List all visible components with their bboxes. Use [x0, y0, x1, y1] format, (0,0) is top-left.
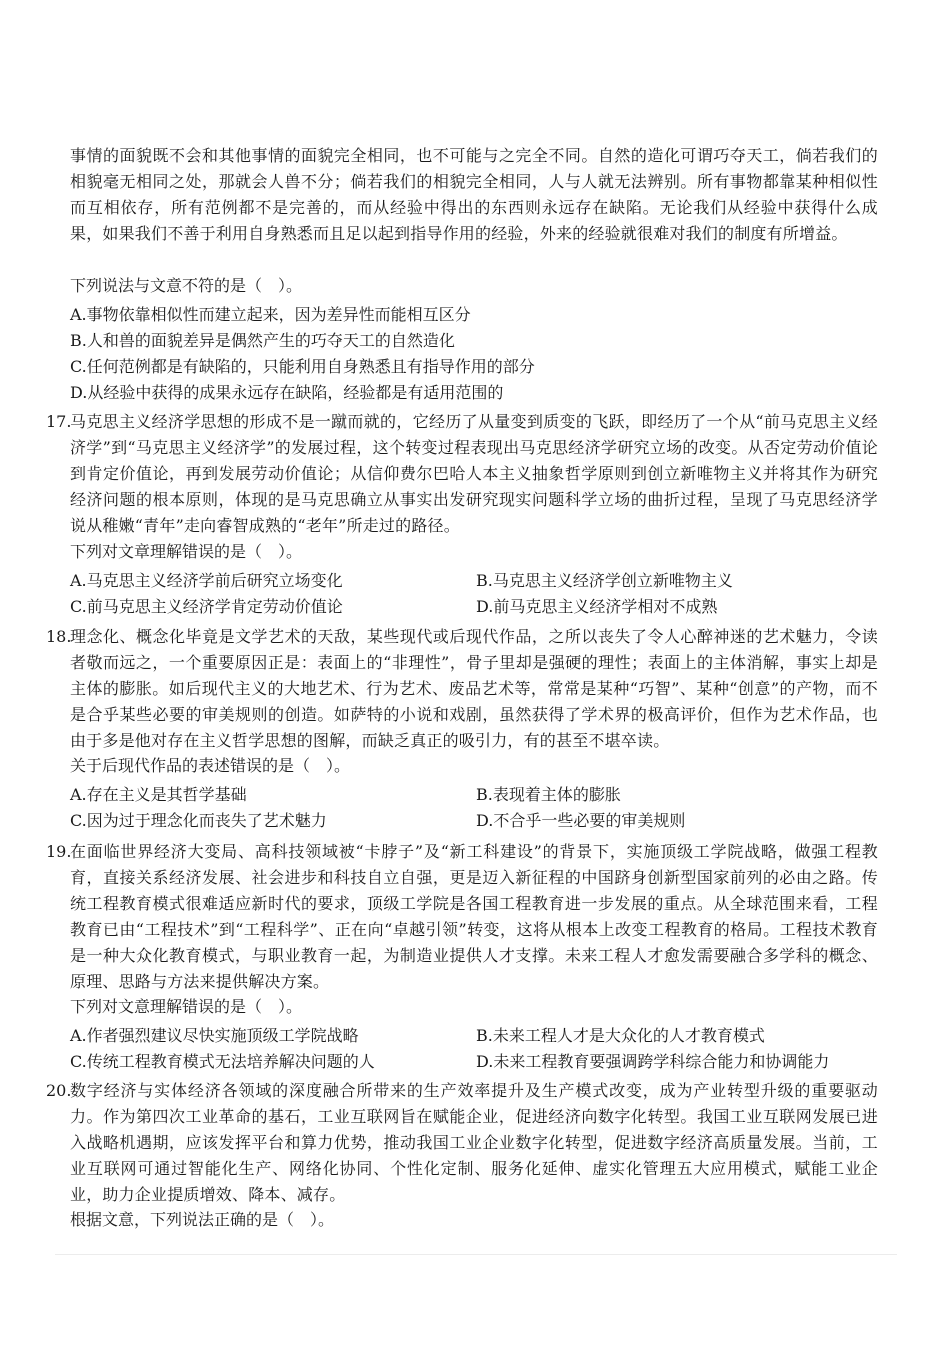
q17-option-b[interactable]: B.马克思主义经济学创立新唯物主义	[476, 571, 733, 590]
q20-passage: 数字经济与实体经济各领域的深度融合所带来的生产效率提升及生产模式改变，成为产业转型升级的重要驱动力。作为第四次工业革命的基石，工业互联网旨在赋能企业，促进经济向数字化转型。我国工业互联网发展已进入战略机遇期，应该发挥平台和算力优势，推动我国工业企业数字化转型，促进数字经济高质量发展。当前，工业互联网可通过智能化生产、网络化协同、个性化定制、服务化延伸、虚实化管理五大应用模式，赋能工业企业，助力企业提质增效、降本、减存。	[70, 1081, 878, 1204]
q17-prompt: 下列对文章理解错误的是（ ）。	[70, 542, 303, 561]
q19-option-a[interactable]: A.作者强烈建议尽快实施顶级工学院战略	[70, 1026, 359, 1045]
q17-passage: 马克思主义经济学思想的形成不是一蹴而就的，它经历了从量变到质变的飞跃，即经历了一个从“前马克思主义经济学”到“马克思主义经济学”的发展过程，这个转变过程表现出马克思经济学研究立场的改变。从否定劳动价值论到肯定价值论，再到发展劳动价值论；从信仰费尔巴哈人本主义抽象哲学原则到创立新唯物主义并将其作为研究经济问题的根本原则，体现的是马克思确立从事实出发研究现实问题科学立场的曲折过程，呈现了马克思经济学说从稚嫩“青年”走向睿智成熟的“老年”所走过的路径。	[70, 412, 878, 535]
intro-option-d[interactable]: D.从经验中获得的成果永远存在缺陷，经验都是有适用范围的	[70, 383, 504, 402]
q17-option-c[interactable]: C.前马克思主义经济学肯定劳动价值论	[70, 597, 343, 616]
q18-option-a[interactable]: A.存在主义是其哲学基础	[70, 785, 247, 804]
q20-prompt: 根据文意，下列说法正确的是（ ）。	[70, 1210, 335, 1229]
q19-option-b[interactable]: B.未来工程人才是大众化的人才教育模式	[476, 1026, 765, 1045]
q18-passage: 理念化、概念化毕竟是文学艺术的天敌，某些现代或后现代作品，之所以丧失了令人心醉神迷的艺术魅力，令读者敬而远之，一个重要原因正是：表面上的“非理性”，骨子里却是强硬的理性；表面上的主体消解，事实上却是主体的膨胀。如后现代主义的大地艺术、行为艺术、废品艺术等，常常是某种“巧智”、某种“创意”的产物，而不是合乎某些必要的审美规则的创造。如萨特的小说和戏剧，虽然获得了学术界的极高评价，但作为艺术作品，也由于多是他对存在主义哲学思想的图解，而缺乏真正的吸引力，有的甚至不堪卒读。	[70, 627, 878, 750]
q20-number: 20.	[46, 1081, 72, 1100]
q18-number: 18.	[46, 627, 72, 646]
q17-option-a[interactable]: A.马克思主义经济学前后研究立场变化	[70, 571, 343, 590]
intro-passage: 事情的面貌既不会和其他事情的面貌完全相同，也不可能与之完全不同。自然的造化可谓巧夺天工，倘若我们的相貌毫无相同之处，那就会人兽不分；倘若我们的相貌完全相同，人与人就无法辨别。所有事物都靠某种相似性而互相依存，所有范例都不是完善的，而从经验中得出的东西则永远存在缺陷。无论我们从经验中获得什么成果，如果我们不善于利用自身熟悉而且足以起到指导作用的经验，外来的经验就很难对我们的制度有所增益。	[70, 146, 878, 243]
q18-option-b[interactable]: B.表现着主体的膨胀	[476, 785, 621, 804]
q19-option-d[interactable]: D.未来工程教育要强调跨学科综合能力和协调能力	[476, 1052, 830, 1071]
q19-number: 19.	[46, 842, 72, 861]
q19-passage: 在面临世界经济大变局、高科技领域被“卡脖子”及“新工科建设”的背景下，实施顶级工学院战略，做强工程教育，直接关系经济发展、社会进步和科技自立自强，更是迈入新征程的中国跻身创新型国家前列的必由之路。传统工程教育模式很难适应新时代的要求，顶级工学院是各国工程教育进一步发展的重点。从全球范围来看，工程教育已由“工程技术”到“工程科学”、正在向“卓越引领”转变，这将从根本上改变工程教育的格局。工程技术教育是一种大众化教育模式，与职业教育一起，为制造业提供人才支撑。未来工程人才愈发需要融合多学科的概念、原理、思路与方法来提供解决方案。	[70, 842, 878, 991]
intro-option-a[interactable]: A.事物依靠相似性而建立起来，因为差异性而能相互区分	[70, 305, 471, 324]
q18-option-c[interactable]: C.因为过于理念化而丧失了艺术魅力	[70, 811, 327, 830]
q17-option-d[interactable]: D.前马克思主义经济学相对不成熟	[476, 597, 718, 616]
footer-divider	[55, 1254, 897, 1255]
intro-option-c[interactable]: C.任何范例都是有缺陷的，只能利用自身熟悉且有指导作用的部分	[70, 357, 535, 376]
q19-option-c[interactable]: C.传统工程教育模式无法培养解决问题的人	[70, 1052, 375, 1071]
q17-number: 17.	[46, 412, 72, 431]
q18-option-d[interactable]: D.不合乎一些必要的审美规则	[476, 811, 686, 830]
q19-prompt: 下列对文意理解错误的是（ ）。	[70, 997, 303, 1016]
q18-prompt: 关于后现代作品的表述错误的是（ ）。	[70, 756, 351, 775]
intro-prompt: 下列说法与文意不符的是（ ）。	[70, 276, 303, 295]
intro-option-b[interactable]: B.人和兽的面貌差异是偶然产生的巧夺天工的自然造化	[70, 331, 455, 350]
